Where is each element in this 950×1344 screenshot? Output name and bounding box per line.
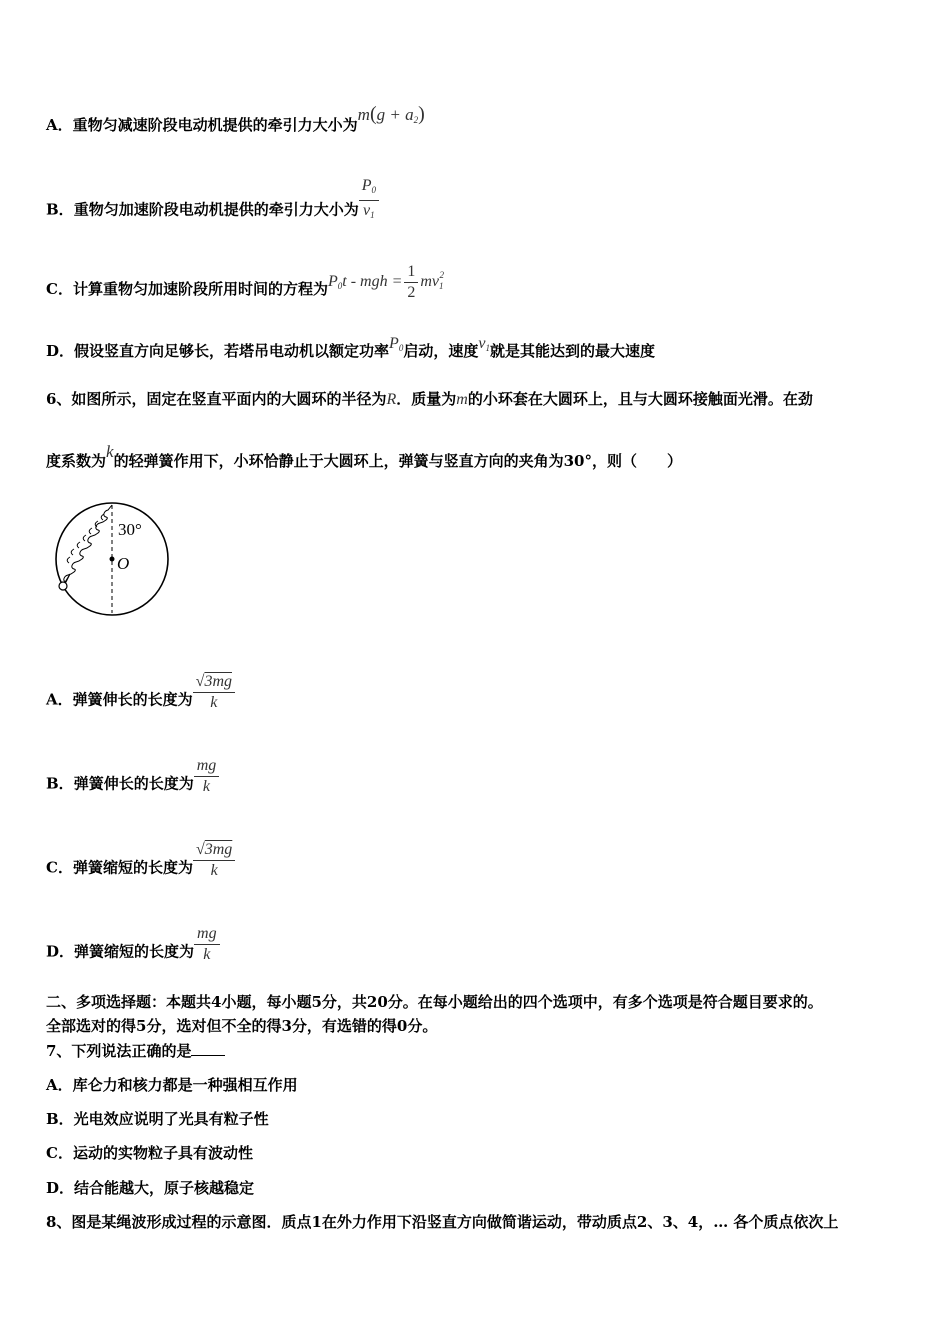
q5-a-formula: $m(g + a_2)$: [357, 103, 425, 125]
q5-d-v1: $v_1$: [478, 335, 490, 353]
q6-b-num: mg: [194, 756, 220, 777]
q6-option-b: [46, 757, 219, 805]
q6-c-text: 弹簧缩短的长度为: [72, 858, 193, 877]
q6-b-den: k: [202, 778, 211, 795]
q5-b-formula: $\frac{P_0}{v_1}$: [359, 176, 379, 225]
spring-coils: [67, 514, 104, 563]
q6-a-text: 弹簧伸长的长度为: [72, 690, 193, 709]
q6-d-formula: [194, 924, 220, 965]
q6-b-formula: [194, 756, 220, 797]
answer-blank[interactable]: [191, 1041, 225, 1056]
q6-b-label: B．: [46, 774, 74, 793]
center-point: [110, 557, 115, 562]
q7-option-a: A．库仑力和核力都是一种强相互作用: [46, 1076, 298, 1094]
q5-a-text: 重物匀减速阶段电动机提供的牵引力大小为: [72, 116, 358, 134]
q7-option-b: B．光电效应说明了光具有粒子性: [46, 1110, 269, 1128]
q7-stem-text: 7、下列说法正确的是: [46, 1042, 192, 1060]
q5-c-text: 计算重物匀加速阶段所用时间的方程为: [72, 280, 328, 299]
spring: [64, 505, 112, 582]
q6-stem-part: ．质量为: [396, 390, 457, 408]
q6-option-a: [46, 673, 235, 721]
q5-d-text3: 就是其能达到的最大速度: [489, 342, 655, 360]
q6-a-sqrt: √: [195, 673, 205, 690]
q6-a-den: k: [210, 694, 218, 711]
q7-option-d: D．结合能越大，原子核越稳定: [46, 1179, 255, 1197]
q6-c-sqrt: √: [195, 841, 205, 858]
center-label: O: [117, 554, 130, 573]
q5-d-text2: 启动，速度: [403, 342, 479, 360]
q5-option-c: [46, 263, 445, 311]
q5-option-a: [46, 103, 425, 140]
q6-stem-part: 6、如图所示，固定在竖直平面内的大圆环的半径为: [46, 390, 387, 408]
q6-a-num: 3mg: [204, 673, 232, 690]
q5-a-label: A．: [46, 116, 73, 134]
q6-c-den: k: [210, 862, 218, 879]
q6-stem-part: 度系数为: [46, 452, 107, 470]
q7-stem: [46, 1041, 225, 1061]
q5-d-label: D．: [46, 342, 75, 360]
q5-c-label: C．: [46, 280, 73, 299]
q6-var-r: R: [386, 391, 397, 408]
q8-stem: 8、图是某绳波形成过程的示意图．质点1在外力作用下沿竖直方向做简谐运动，带动质点2、3、4，… 各个质点依次上: [46, 1213, 839, 1231]
q6-stem-part: 的轻弹簧作用下，小环恰静止于大圆环上，弹簧与竖直方向的夹角为30°，则（ ）: [113, 452, 682, 470]
q5-d-text1: 假设竖直方向足够长，若塔吊电动机以额定功率: [74, 342, 390, 360]
q7-option-c: C．运动的实物粒子具有波动性: [46, 1144, 253, 1162]
q6-b-text: 弹簧伸长的长度为: [73, 774, 194, 793]
q5-b-text: 重物匀加速阶段电动机提供的牵引力大小为: [73, 200, 359, 219]
q6-c-formula: [193, 840, 235, 881]
q6-a-label: A．: [46, 690, 73, 709]
section2-heading-line1: 二、多项选择题：本题共4小题，每小题5分，共20分。在每小题给出的四个选项中，有多个选项是符合题目要求的。: [46, 993, 823, 1011]
q6-option-c: [46, 841, 235, 889]
q5-d-p0: $P_0$: [389, 335, 404, 353]
q6-stem-part: 的小环套在大圆环上，且与大圆环接触面光滑。在劲: [467, 390, 813, 408]
q5-b-label: B．: [46, 200, 74, 219]
q6-d-den: k: [203, 946, 211, 963]
small-ring: [59, 582, 67, 590]
q6-var-m: m: [456, 391, 468, 408]
q6-d-num: mg: [194, 924, 220, 945]
q6-option-d: [46, 925, 220, 973]
q5-c-formula: $P_0t$ - mgh = $\frac{1}{2}$ $mv_1^2$: [327, 263, 445, 301]
q6-var-k: k: [106, 442, 114, 461]
angle-label: 30°: [118, 520, 142, 539]
q6-d-label: D．: [46, 942, 75, 961]
q6-circle-figure: [50, 500, 175, 620]
q5-option-d: [46, 335, 655, 366]
q6-stem-line1: [46, 389, 813, 410]
q6-a-formula: [193, 672, 235, 713]
q6-stem-line2: [46, 442, 682, 471]
q6-c-num: 3mg: [204, 841, 233, 858]
q6-c-label: C．: [46, 858, 73, 877]
section2-heading-line2: 全部选对的得5分，选对但不全的得3分，有选错的得0分。: [46, 1017, 438, 1035]
q6-d-text: 弹簧缩短的长度为: [74, 942, 195, 961]
q5-option-b: [46, 177, 379, 235]
